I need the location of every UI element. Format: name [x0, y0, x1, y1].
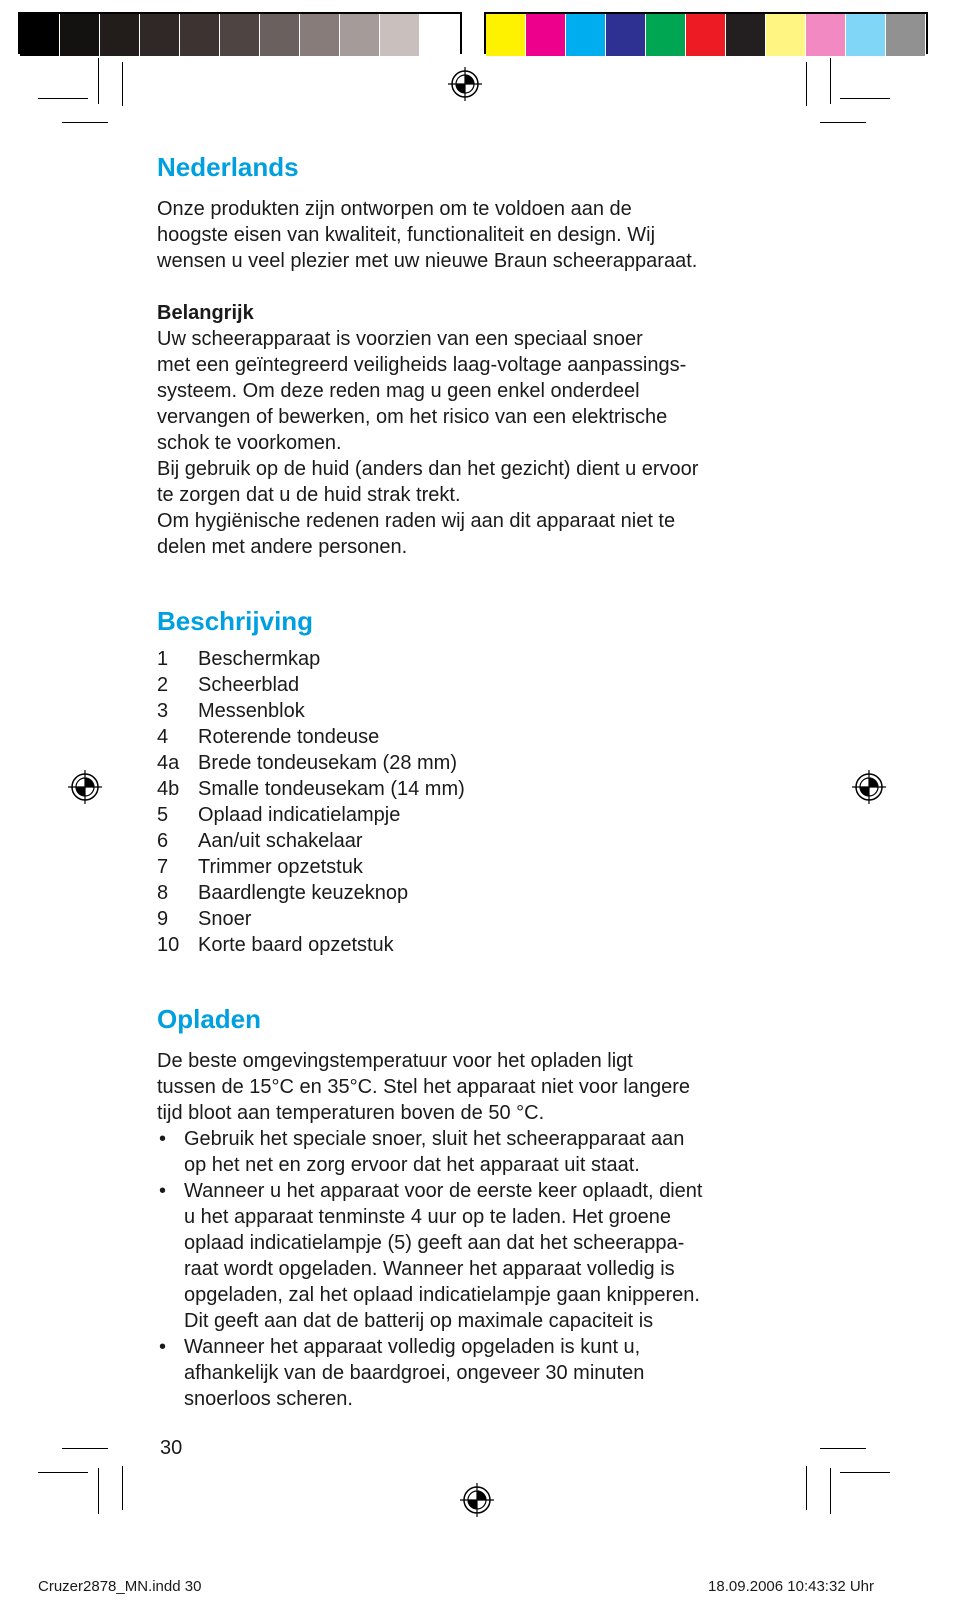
bullet-icon: •: [159, 1336, 167, 1358]
text-line: wensen u veel plezier met uw nieuwe Braun scheerapparaat.: [157, 250, 698, 272]
bullet-item: [157, 1334, 797, 1412]
trim-mark: [840, 1472, 890, 1473]
trim-mark: [806, 62, 807, 106]
bullet-icon: •: [159, 1180, 167, 1202]
trim-mark: [830, 1468, 831, 1514]
list-item-label: Baardlengte keuzeknop: [198, 882, 409, 904]
section-heading-beschrijving: Beschrijving: [157, 606, 314, 636]
list-item: [157, 828, 797, 854]
trim-mark: [98, 1468, 99, 1514]
color-swatch: [220, 14, 260, 56]
list-item-number: 4: [157, 726, 169, 748]
list-item: [157, 750, 797, 776]
color-swatch: [806, 14, 846, 56]
text-line: tussen de 15°C en 35°C. Stel het apparaat niet voor langere: [157, 1076, 691, 1098]
list-item-number: 1: [157, 648, 169, 670]
list-item-number: 7: [157, 856, 169, 878]
list-item-label: Oplaad indicatielampje: [198, 804, 401, 826]
text-line: vervangen of bewerken, om het risico van een elektrische: [157, 406, 668, 428]
text-line: Bij gebruik op de huid (anders dan het gezicht) dient u ervoor: [157, 458, 699, 480]
color-swatch: [766, 14, 806, 56]
color-swatch: [886, 14, 926, 56]
text-line: systeem. Om deze reden mag u geen enkel onderdeel: [157, 380, 640, 402]
registration-mark-icon: [68, 770, 102, 804]
color-swatch: [420, 14, 460, 56]
trim-mark: [98, 58, 99, 104]
page-number: 30: [160, 1437, 183, 1459]
text-line: schok te voorkomen.: [157, 432, 342, 454]
intro-paragraph: [157, 196, 797, 274]
list-item-number: 4a: [157, 752, 180, 774]
list-item-label: Trimmer opzetstuk: [198, 856, 363, 878]
list-item: [157, 776, 797, 802]
text-line: opgeladen, zal het oplaad indicatielampje gaan knipperen.: [184, 1284, 700, 1306]
color-swatch: [726, 14, 766, 56]
trim-mark: [62, 1448, 108, 1449]
text-line: u het apparaat tenminste 4 uur op te laden. Het groene: [184, 1206, 672, 1228]
trim-mark: [840, 98, 890, 99]
text-line: snoerloos scheren.: [184, 1388, 353, 1410]
text-line: Wanneer u het apparaat voor de eerste keer oplaadt, dient: [184, 1180, 703, 1202]
text-line: Dit geeft aan dat de batterij op maximale capaciteit is: [184, 1310, 654, 1332]
text-line: Om hygiënische redenen raden wij aan dit apparaat niet te: [157, 510, 676, 532]
list-item-label: Roterende tondeuse: [198, 726, 380, 748]
list-item: [157, 802, 797, 828]
list-item-number: 6: [157, 830, 169, 852]
grayscale-calibration-bar: [18, 12, 462, 54]
color-swatch: [646, 14, 686, 56]
color-swatch: [380, 14, 420, 56]
bullet-item: [157, 1126, 797, 1178]
bullet-icon: •: [159, 1128, 167, 1150]
section-heading-opladen: Opladen: [157, 1004, 262, 1034]
trim-mark: [62, 122, 108, 123]
list-item-label: Aan/uit schakelaar: [198, 830, 363, 852]
color-swatch: [846, 14, 886, 56]
text-line: Uw scheerapparaat is voorzien van een speciaal snoer: [157, 328, 643, 350]
trim-mark: [820, 122, 866, 123]
text-line: Gebruik het speciale snoer, sluit het scheerapparaat aan: [184, 1128, 685, 1150]
color-swatch: [100, 14, 140, 56]
list-item-label: Korte baard opzetstuk: [198, 934, 394, 956]
color-swatch: [260, 14, 300, 56]
list-item-label: Brede tondeusekam (28 mm): [198, 752, 458, 774]
text-line: afhankelijk van de baardgroei, ongeveer 30 minuten: [184, 1362, 645, 1384]
registration-mark-icon: [460, 1483, 494, 1517]
important-label: Belangrijk: [157, 302, 254, 324]
slug-date-info: 18.09.2006 10:43:32 Uhr: [708, 1578, 874, 1595]
trim-mark: [830, 58, 831, 104]
trim-mark: [806, 1466, 807, 1510]
color-swatch: [566, 14, 606, 56]
list-item-number: 5: [157, 804, 169, 826]
trim-mark: [38, 98, 88, 99]
text-line: op het net en zorg ervoor dat het apparaat uit staat.: [184, 1154, 640, 1176]
text-line: tijd bloot aan temperaturen boven de 50 °C.: [157, 1102, 545, 1124]
list-item: [157, 880, 797, 906]
trim-mark: [38, 1472, 88, 1473]
list-item-number: 8: [157, 882, 169, 904]
text-line: Wanneer het apparaat volledig opgeladen is kunt u,: [184, 1336, 641, 1358]
list-item-label: Beschermkap: [198, 648, 321, 670]
list-item: [157, 854, 797, 880]
list-item: [157, 724, 797, 750]
list-item-number: 3: [157, 700, 169, 722]
text-line: met een geïntegreerd veiligheids laag-voltage aanpassings-: [157, 354, 687, 376]
color-calibration-bar: [484, 12, 928, 54]
page-content: [157, 150, 797, 1412]
color-swatch: [180, 14, 220, 56]
list-item: [157, 672, 797, 698]
section-heading-nederlands: Nederlands: [157, 152, 299, 182]
list-item: [157, 906, 797, 932]
color-swatch: [606, 14, 646, 56]
text-line: Onze produkten zijn ontworpen om te voldoen aan de: [157, 198, 632, 220]
list-item-label: Smalle tondeusekam (14 mm): [198, 778, 465, 800]
color-swatch: [140, 14, 180, 56]
list-item-label: Messenblok: [198, 700, 305, 722]
list-item: [157, 698, 797, 724]
list-item-label: Scheerblad: [198, 674, 300, 696]
list-item-label: Snoer: [198, 908, 252, 930]
slug-file-info: Cruzer2878_MN.indd 30: [38, 1578, 202, 1595]
list-item-number: 2: [157, 674, 169, 696]
text-line: oplaad indicatielampje (5) geeft aan dat het scheerappa-: [184, 1232, 685, 1254]
text-line: delen met andere personen.: [157, 536, 408, 558]
trim-mark: [122, 62, 123, 106]
bullet-item: [157, 1178, 797, 1334]
charging-intro-paragraph: [157, 1048, 797, 1126]
color-swatch: [486, 14, 526, 56]
color-swatch: [20, 14, 60, 56]
list-item-number: 4b: [157, 778, 180, 800]
list-item-number: 9: [157, 908, 169, 930]
color-swatch: [526, 14, 566, 56]
text-line: raat wordt opgeladen. Wanneer het apparaat volledig is: [184, 1258, 675, 1280]
list-item: [157, 932, 797, 958]
list-item: [157, 646, 797, 672]
color-swatch: [60, 14, 100, 56]
trim-mark: [122, 1466, 123, 1510]
parts-list: [157, 646, 797, 958]
registration-mark-icon: [852, 770, 886, 804]
list-item-number: 10: [157, 934, 180, 956]
text-line: te zorgen dat u de huid strak trekt.: [157, 484, 461, 506]
charging-bullet-list: [157, 1126, 797, 1412]
color-swatch: [300, 14, 340, 56]
important-paragraph: [157, 326, 797, 560]
registration-mark-icon: [448, 67, 482, 101]
trim-mark: [820, 1448, 866, 1449]
text-line: De beste omgevingstemperatuur voor het opladen ligt: [157, 1050, 633, 1072]
text-line: hoogste eisen van kwaliteit, functionaliteit en design. Wij: [157, 224, 656, 246]
color-swatch: [686, 14, 726, 56]
color-swatch: [340, 14, 380, 56]
